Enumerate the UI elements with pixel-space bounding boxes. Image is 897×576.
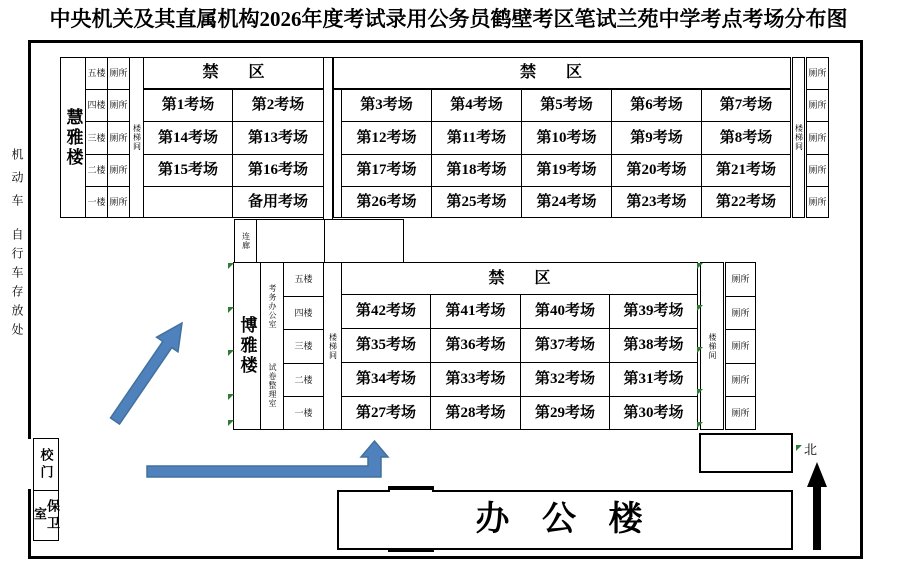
gate-opening [25, 439, 33, 489]
floor-label: 一楼 [85, 186, 108, 218]
room-cell: 第17考场 [341, 154, 432, 187]
floor-label: 二楼 [283, 363, 324, 397]
stairwell-label: 楼梯间 [129, 57, 144, 218]
room-cell: 第36考场 [430, 328, 521, 363]
room-cell: 第15考场 [143, 154, 233, 187]
room-cell: 第5考场 [521, 89, 612, 122]
room-cell: 第35考场 [341, 328, 431, 363]
room-cell: 第38考场 [609, 328, 698, 363]
room-cell-empty [143, 186, 233, 218]
annex-box [699, 433, 793, 473]
room-cell: 第34考场 [341, 362, 431, 397]
toilet-label: 厕所 [107, 186, 130, 218]
room-cell: 第7考场 [701, 89, 791, 122]
toilet-label: 厕所 [107, 121, 130, 155]
room-cell: 第21考场 [701, 154, 791, 187]
floor-label: 三楼 [283, 329, 324, 364]
room-cell: 第29考场 [520, 396, 610, 430]
floor-label: 四楼 [283, 296, 324, 330]
room-cell: 第12考场 [341, 121, 432, 155]
room-cell: 第20考场 [611, 154, 702, 187]
room-cell: 第14考场 [143, 121, 233, 155]
toilet-label: 厕所 [107, 89, 130, 122]
office-building-label: 办 公 楼 [337, 490, 793, 550]
toilet-label: 厕所 [725, 262, 756, 297]
room-cell: 第30考场 [609, 396, 698, 430]
toilet-label: 厕所 [725, 396, 756, 430]
room-cell: 第18考场 [431, 154, 522, 187]
room-cell: 第22考场 [701, 186, 791, 218]
paper-room-label: 试卷整理室 [268, 363, 277, 408]
corridor-cell [324, 219, 404, 263]
room-cell: 第10考场 [521, 121, 612, 155]
toilet-label: 厕所 [107, 57, 130, 90]
floor-label: 四楼 [85, 89, 108, 122]
toilet-label: 厕所 [725, 296, 756, 330]
security-room-label: 保卫室 [33, 490, 59, 541]
room-cell: 第24考场 [521, 186, 612, 218]
corridor-cell [256, 219, 325, 263]
north-label: 北 [804, 442, 818, 457]
building-name-boya: 博雅楼 [233, 262, 261, 430]
room-cell: 第16考场 [232, 154, 324, 187]
room-cell: 第31考场 [609, 362, 698, 397]
motor-parking-label: 机动车 [10, 148, 24, 217]
room-cell: 第25考场 [431, 186, 522, 218]
toilet-label: 厕所 [806, 57, 829, 90]
room-cell: 第23考场 [611, 186, 702, 218]
floor-label: 五楼 [283, 262, 324, 297]
room-cell: 备用考场 [232, 186, 324, 218]
forbidden-zone-label: 禁 区 [341, 262, 698, 295]
toilet-label: 厕所 [725, 329, 756, 364]
toilet-label: 厕所 [806, 89, 829, 122]
floor-label: 五楼 [85, 57, 108, 90]
room-cell: 第28考场 [430, 396, 521, 430]
page-title: 中央机关及其直属机构2026年度考试录用公务员鹤壁考区笔试兰苑中学考点考场分布图 [49, 7, 848, 31]
toilet-label: 厕所 [107, 154, 130, 187]
school-gate-label: 校门 [33, 438, 59, 491]
room-cell: 第42考场 [341, 294, 431, 329]
room-cell: 第9考场 [611, 121, 702, 155]
stairwell-label: 楼梯间 [792, 57, 805, 218]
room-cell: 第8考场 [701, 121, 791, 155]
forbidden-zone-label: 禁 区 [143, 57, 324, 89]
stairwell-label: 楼梯间 [323, 262, 342, 430]
bicycle-parking-label: 自行车存放处 [10, 228, 24, 342]
stairwell-label: 楼梯间 [700, 262, 724, 430]
floor-label: 三楼 [85, 121, 108, 155]
room-cell: 第26考场 [341, 186, 432, 218]
floor-label: 一楼 [283, 396, 324, 430]
room-cell: 第32考场 [520, 362, 610, 397]
room-cell: 第33考场 [430, 362, 521, 397]
room-cell: 第39考场 [609, 294, 698, 329]
building-name-huiya: 慧雅楼 [60, 57, 86, 218]
room-cell: 第41考场 [430, 294, 521, 329]
toilet-label: 厕所 [806, 121, 829, 155]
corridor-label: 连廊 [234, 219, 257, 263]
toilet-label: 厕所 [806, 186, 829, 218]
office-door-top [388, 486, 434, 490]
room-cell: 第4考场 [431, 89, 522, 122]
room-cell: 第40考场 [520, 294, 610, 329]
exam-office-label: 考务办公室 [268, 284, 277, 329]
room-cell: 第3考场 [341, 89, 432, 122]
floor-label: 二楼 [85, 154, 108, 187]
room-cell: 第1考场 [143, 89, 233, 122]
room-cell: 第37考场 [520, 328, 610, 363]
room-cell: 第6考场 [611, 89, 702, 122]
office-door-bottom [388, 548, 434, 552]
room-cell: 第11考场 [431, 121, 522, 155]
room-cell: 第2考场 [232, 89, 324, 122]
room-cell: 第13考场 [232, 121, 324, 155]
room-cell: 第19考场 [521, 154, 612, 187]
forbidden-zone-label: 禁 区 [333, 57, 791, 89]
toilet-label: 厕所 [806, 154, 829, 187]
toilet-label: 厕所 [725, 363, 756, 397]
room-cell: 第27考场 [341, 396, 431, 430]
